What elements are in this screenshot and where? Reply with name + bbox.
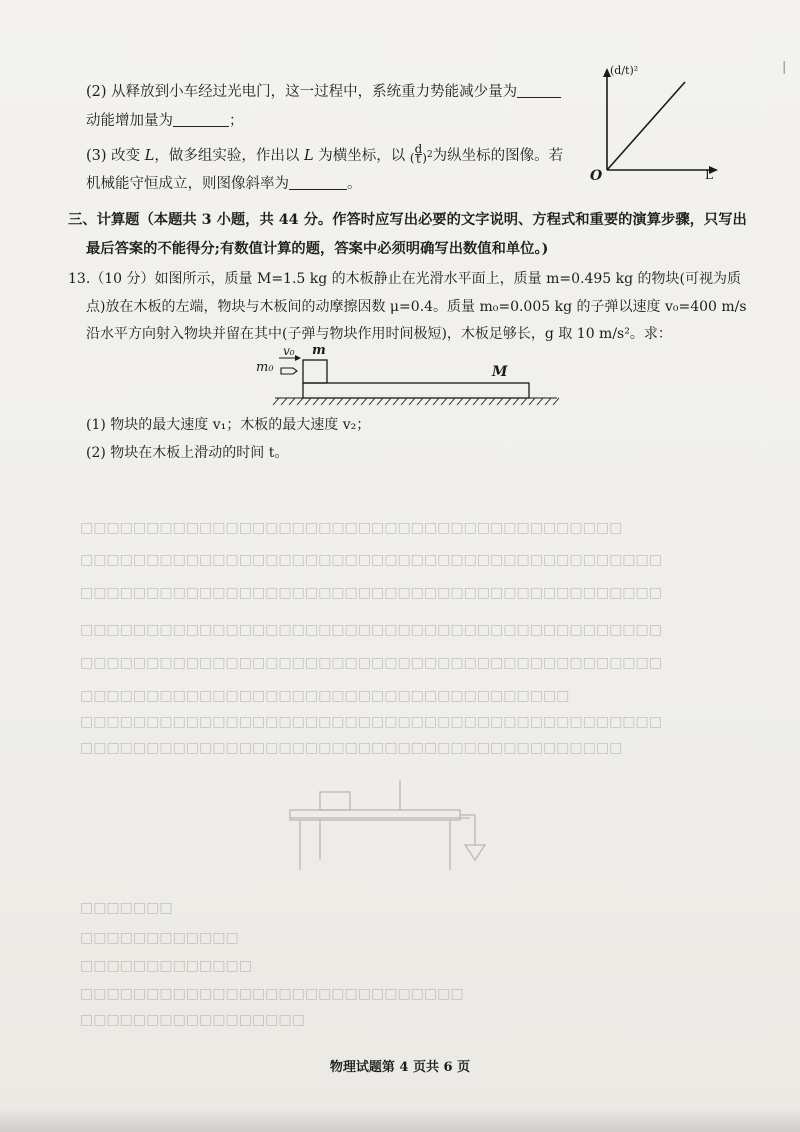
bleed-through-text: □□□□□□□□□□□□□□□□□□□□□□□□□□□□□□□□□□□□□□□□□□□□	[80, 552, 663, 568]
bleed-through-text: □□□□□□□□□□□□□	[80, 958, 252, 974]
question-3-line-1	[86, 142, 564, 168]
bleed-through-text: □□□□□□□□□□□□□□□□□□□□□□□□□□□□□□□□□□□□□□□□□□□□	[80, 585, 663, 601]
question-3-text-c: 为横坐标，以	[318, 148, 406, 164]
bleed-through-text: □□□□□□□□□□□□	[80, 930, 239, 946]
problem-13-question-1: (1) 物块的最大速度 v₁；木板的最大速度 v₂；	[86, 417, 371, 433]
bleed-through-text: □□□□□□□□□□□□□□□□□□□□□□□□□□□□□□□□□□□□□□□□□	[80, 520, 623, 536]
question-3-text-b: ，做多组实验，作出以	[154, 148, 300, 164]
question-3-text-2: 机械能守恒成立，则图像斜率为	[86, 176, 289, 192]
proportional-line	[607, 82, 685, 170]
bleed-through-text: □□□□□□□□□□□□□□□□□□□□□□□□□□□□□□□□□□□□□□□□□□□□	[80, 655, 663, 671]
ground-hatching	[273, 398, 559, 405]
figure-label-v0: v₀	[283, 344, 295, 358]
question-2-line-1	[86, 82, 561, 102]
question-2-text: (2) 从释放到小车经过光电门，这一过程中，系统重力势能减少量为	[86, 84, 518, 100]
question-3-text-d: 为纵坐标的图像。若	[432, 148, 564, 164]
bleed-through-text: □□□□□□□□□□□□□□□□□□□□□□□□□□□□□□□□□□□□□□□□□□□□	[80, 622, 663, 638]
answer-blank	[173, 112, 229, 127]
variable-L-2: L	[304, 148, 314, 164]
question-2-line-2: 动能增加量为 ；	[86, 113, 244, 129]
bleed-through-figure	[280, 770, 520, 880]
graph-origin-label: O	[590, 168, 603, 184]
section-3-heading-line-2: 最后答案的不能得分;有数值计算的题，答案中必须明确写出数值和单位。)	[86, 241, 549, 257]
problem-13-question-2: (2) 物块在木板上滑动的时间 t。	[86, 445, 289, 461]
figure-label-M: M	[492, 364, 508, 380]
bleed-through-text: □□□□□□□□□□□□□□□□□□□□□□□□□□□□□□□□□□□□□□□□□	[80, 740, 623, 756]
page-footer: 物理试题第 4 页共 6 页	[329, 1060, 471, 1075]
bleed-through-text: □□□□□□□	[80, 900, 173, 916]
bullet-m0	[281, 368, 297, 374]
graph-d-t-vs-L	[585, 62, 725, 182]
edge-mark: |	[782, 60, 787, 75]
problem-13-line-2: 点)放在木板的左端，物块与木板间的动摩擦因数 μ=0.4。质量 m₀=0.005 kg 的子弹以速度 v₀=400 m/s	[86, 299, 747, 315]
problem-13-line-3: 沿水平方向射入物块并留在其中(子弹与物块作用时间极短)，木板足够长，g 取 10 m/s²。求：	[86, 326, 672, 342]
math-d-over-t-squared: ( $\frac{d}{t}$ )$^2$	[409, 142, 433, 166]
variable-L: L	[144, 148, 155, 164]
bottom-shadow	[0, 1108, 800, 1132]
figure-label-m: m	[312, 343, 326, 358]
board-M	[303, 383, 529, 398]
question-2-text-2: 动能增加量为	[86, 113, 173, 129]
figure-label-m0: m₀	[256, 360, 274, 375]
problem-13-line-1: 13.（10 分）如图所示，质量 M=1.5 kg 的木板静止在光滑水平面上，质量 m=0.495 kg 的物块(可视为质	[68, 271, 741, 287]
bleed-through-text: □□□□□□□□□□□□□□□□□□□□□□□□□□□□□□□□□□□□□	[80, 688, 570, 704]
figure-13-diagram	[255, 342, 565, 408]
question-3-line-2: 机械能守恒成立，则图像斜率为 。	[86, 176, 362, 192]
section-3-heading-line-1: 三、计算题（本题共 3 小题，共 44 分。作答时应写出必要的文字说明、方程式和重要的演算步骤，只写出	[68, 212, 747, 228]
bleed-through-text: □□□□□□□□□□□□□□□□□□□□□□□□□□□□□□□□□□□□□□□□□□□□	[80, 714, 663, 730]
answer-blank	[517, 83, 561, 98]
velocity-arrowhead	[295, 355, 301, 361]
graph-x-label: L	[705, 168, 713, 182]
bleed-through-text: □□□□□□□□□□□□□□□□□	[80, 1012, 305, 1028]
answer-blank	[289, 175, 347, 190]
bleed-through-text: □□□□□□□□□□□□□□□□□□□□□□□□□□□□□	[80, 986, 464, 1002]
graph-y-label: (d/t)²	[610, 64, 639, 77]
question-3-text-a: (3) 改变	[86, 148, 141, 164]
block-m	[303, 360, 327, 383]
